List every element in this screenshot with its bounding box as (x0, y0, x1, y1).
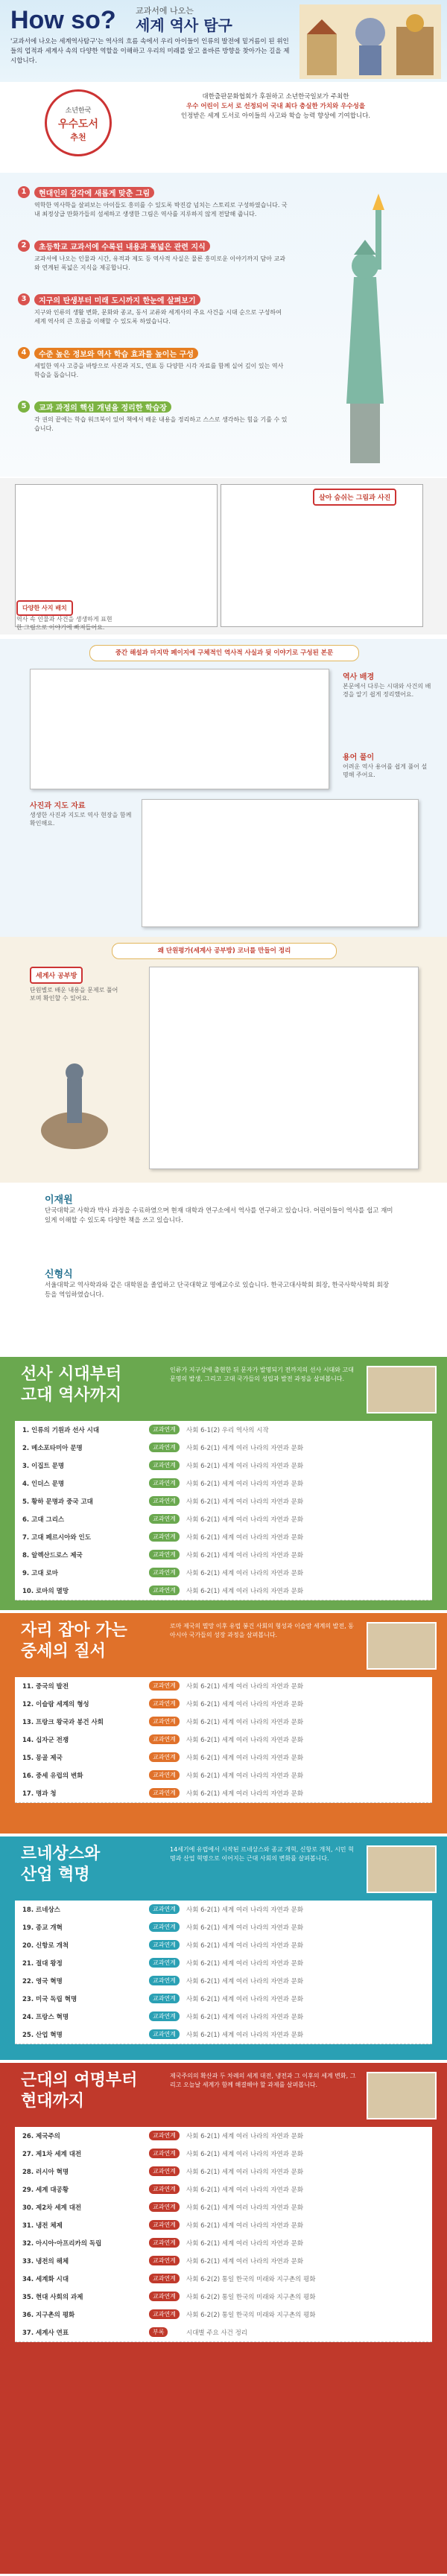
chapter-description: 로마 제국의 멸망 이후 유럽 봉건 사회의 형성과 이슬람 세계의 발전, 동아시아 국가들의 성장 과정을 살펴봅니다. (170, 1623, 354, 1638)
list-item: 17. 명과 청 교과연계 사회 6-2(1) 세계 여러 나라의 자연과 문화 (15, 1784, 432, 1803)
workbook-section (0, 937, 447, 1183)
chapter-photo (367, 1845, 437, 1893)
list-item: 35. 현대 사회의 과제 교과연계 사회 6-2(2) 통일 한국의 미래와 지구촌의 평화 (15, 2288, 432, 2306)
list-item: 7. 고대 페르시아와 인도 교과연계 사회 6-2(1) 세계 여러 나라의 자연과 문화 (15, 1528, 432, 1547)
callout-living-illustrations: 살아 숨쉬는 그림과 사진 (313, 489, 396, 506)
list-item: 26. 제국주의 교과연계 사회 6-2(1) 세계 여러 나라의 자연과 문화 (15, 2127, 432, 2146)
list-item: 6. 고대 그리스 교과연계 사회 6-2(1) 세계 여러 나라의 자연과 문화 (15, 1510, 432, 1529)
series-subtitle-small: 교과서에 나오는 (136, 6, 194, 16)
chapter-block-modern (0, 2063, 447, 2574)
list-item: 9. 고대 로마 교과연계 사회 6-2(1) 세계 여러 나라의 자연과 문화 (15, 1564, 432, 1583)
side-title-photos: 사진과 지도 자료 (30, 802, 86, 810)
list-item: 2. 메소포타미아 문명 교과연계 사회 6-2(1) 세계 여러 나라의 자연과 문화 (15, 1439, 432, 1457)
list-item: 29. 세계 대공황 교과연계 사회 6-2(1) 세계 여러 나라의 자연과 문화 (15, 2181, 432, 2199)
chapter-photo (367, 1366, 437, 1413)
list-item: 21. 절대 왕정 교과연계 사회 6-2(1) 세계 여러 나라의 자연과 문화 (15, 1954, 432, 1973)
author-name-1: 이재원 (45, 1195, 73, 1206)
list-item: 5. 황하 문명과 중국 고대 교과연계 사회 6-2(1) 세계 여러 나라의 자연과 문화 (15, 1492, 432, 1511)
list-item: 10. 로마의 멸망 교과연계 사회 6-2(1) 세계 여러 나라의 자연과 문화 (15, 1582, 432, 1600)
comic-sample-section (0, 478, 447, 635)
list-item: 22. 영국 혁명 교과연계 사회 6-2(1) 세계 여러 나라의 자연과 문화 (15, 1972, 432, 1991)
workbook-note: 단원별로 배운 내용을 문제로 풀어 보며 확인할 수 있어요. (30, 987, 118, 1002)
list-item: 33. 냉전의 해체 교과연계 사회 6-2(1) 세계 여러 나라의 자연과 문화 (15, 2252, 432, 2271)
statue-of-liberty-illustration (313, 180, 417, 463)
book-spread-sample-2 (142, 799, 419, 927)
list-item: 19. 종교 개혁 교과연계 사회 6-2(1) 세계 여러 나라의 자연과 문화 (15, 1918, 432, 1937)
chapter-title: 선사 시대부터 고대 역사까지 (21, 1365, 122, 1405)
author-name-2: 신형식 (45, 1269, 73, 1280)
list-item: 27. 제1차 세계 대전 교과연계 사회 6-2(1) 세계 여러 나라의 자연과 문화 (15, 2145, 432, 2163)
list-item: 31. 냉전 체제 교과연계 사회 6-2(1) 세계 여러 나라의 자연과 문화 (15, 2216, 432, 2235)
list-item: 14. 십자군 전쟁 교과연계 사회 6-2(1) 세계 여러 나라의 자연과 문화 (15, 1731, 432, 1749)
award-description: 대한출판문화협회가 후원하고 소년한국일보가 주최한 우수 어린이 도서 로 선정되어 국내 최다 충실한 가치와 우수성을 인정받은 세계 도서로 아이들의 사고와 학습 능력 향상에 기여합니다. (180, 93, 371, 120)
workbook-banner: 왜 단원평가(세계사 공부방) 코너를 만들어 정리 (112, 943, 337, 959)
chapter-photo (367, 2072, 437, 2119)
features-section: 1 현대인의 감각에 새롭게 맞춘 그림 역학한 역사학을 살펴보는 아이들도 흥미를 수 있도록 박진감 넘치는 스토리로 구성하였습니다. 국내 최정상급 만화가들의 섬세하고 생생한 그림은 역사를 지루하지 않게 전달해 줍니다. 2 초등학교 교과서에 수록된 내용과 폭넓은 관련 지식 교과서에 나오는 인물과 시간, 유적과 제도 등 역사적 사실은 물론 흥미로운 이야기까지 담아 교과와 연계된 폭넓은 지식을 제공합니다. 3 지구의 탄생부터 미래 도시까지 한눈에 살펴보기 지구와 인류의 생활 변화, 문화와 종교, 동서 교류와 세계사의 주요 사건을 시대 순으로 구성하여 세계 역사의 큰 흐름을 이해할 수 있도록 하였습니다. 4 수준 높은 정보와 역사 학습 효과를 높이는 구성 세밀한 역사 고증을 바탕으로 사진과 지도, 연표 등 다양한 시각 자료를 함께 실어 깊이 있는 역사 학습을 돕습니다. 5 교과 과정의 핵심 개념을 정리한 학습장 각 권의 끝에는 학습 워크북이 있어 책에서 배운 내용을 정리하고 스스로 생각하는 힘을 기를 수 있습니다. (0, 173, 447, 477)
award-section (0, 82, 447, 171)
list-item: 1. 인류의 기원과 선사 시대 교과연계 사회 6-1(2) 우리 역사의 시작 (15, 1421, 432, 1440)
list-item: 25. 산업 혁명 교과연계 사회 6-2(1) 세계 여러 나라의 자연과 문화 (15, 2026, 432, 2044)
author-section (0, 1184, 447, 1355)
list-item: 12. 이슬람 세계의 형성 교과연계 사회 6-2(1) 세계 여러 나라의 자연과 문화 (15, 1695, 432, 1714)
chapter-description: 인류가 지구상에 출현한 뒤 문자가 발명되기 전까지의 선사 시대와 고대 문명의 발생, 그리고 고대 국가들의 성립과 발전 과정을 살펴봅니다. (170, 1367, 354, 1382)
list-item: 13. 프랑크 왕국과 봉건 사회 교과연계 사회 6-2(1) 세계 여러 나라의 자연과 문화 (15, 1713, 432, 1731)
chapter-description: 14세기에 유럽에서 시작된 르네상스와 종교 개혁, 신항로 개척, 시민 혁명과 산업 혁명으로 이어지는 근대 사회의 변화를 살펴봅니다. (170, 1846, 354, 1862)
comic-note: 역사 속 인물과 사건을 생생하게 표현한 그림으로 이야기에 빠져들어요. (16, 616, 112, 631)
list-item: 23. 미국 독립 혁명 교과연계 사회 6-2(1) 세계 여러 나라의 자연과 문화 (15, 1990, 432, 2009)
chapter-title: 근대의 여명부터 현대까지 (21, 2071, 138, 2111)
author-bio-1: 단국대학교 사학과 박사 과정을 수료하였으며 현재 대학과 연구소에서 역사를 연구하고 있습니다. 어린이들이 역사를 쉽고 재미있게 이해할 수 있도록 다양한 책을 쓰고 있습니다. (45, 1207, 393, 1224)
list-item: 15. 몽골 제국 교과연계 사회 6-2(1) 세계 여러 나라의 자연과 문화 (15, 1749, 432, 1767)
list-item: 3. 이집트 문명 교과연계 사회 6-2(1) 세계 여러 나라의 자연과 문화 (15, 1457, 432, 1475)
explanation-section: 중간 해설과 마지막 페이지에 구체적인 역사적 사실과 뒷 이야기로 구성된 본문 역사 배경 본문에서 다루는 시대와 사건의 배경을 알기 쉽게 정리했어요. 용어 풀이 어려운 역사 용어를 쉽게 풀어 설명해 주어요. 사진과 지도 자료 생생한 사진과 지도로 역사 현장을 함께 확인해요. (0, 639, 447, 937)
list-item: 8. 알렉산드로스 제국 교과연계 사회 6-2(1) 세계 여러 나라의 자연과 문화 (15, 1546, 432, 1565)
callout-photo-layout: 다양한 사지 배치 (16, 600, 73, 616)
history-collage-illustration (299, 4, 441, 79)
series-logo: How so? (10, 6, 116, 34)
list-item: 11. 중국의 발전 교과연계 사회 6-2(1) 세계 여러 나라의 자연과 문화 (15, 1677, 432, 1696)
award-badge: 소년한국 우수도서 추천 (45, 89, 112, 156)
list-item: 34. 세계화 시대 교과연계 사회 6-2(2) 통일 한국의 미래와 지구촌의 평화 (15, 2270, 432, 2289)
chapter-block-ancient (0, 1357, 447, 1610)
knight-illustration (30, 1049, 119, 1160)
list-item: 30. 제2차 세계 대전 교과연계 사회 6-2(1) 세계 여러 나라의 자연과 문화 (15, 2198, 432, 2217)
explanation-banner: 중간 해설과 마지막 페이지에 구체적인 역사적 사실과 뒷 이야기로 구성된 본문 (89, 645, 359, 661)
list-item: 28. 러시아 혁명 교과연계 사회 6-2(1) 세계 여러 나라의 자연과 문화 (15, 2163, 432, 2181)
list-item: 36. 지구촌의 평화 교과연계 사회 6-2(2) 통일 한국의 미래와 지구촌의 평화 (15, 2306, 432, 2324)
side-title-background: 역사 배경 (343, 673, 375, 681)
chapter-title: 자리 잡아 가는 중세의 질서 (21, 1621, 127, 1661)
list-item: 32. 아시아·아프리카의 독립 교과연계 사회 6-2(1) 세계 여러 나라의 자연과 문화 (15, 2234, 432, 2253)
chapter-title: 르네상스와 산업 혁명 (21, 1845, 101, 1884)
chapter-block-medieval (0, 1613, 447, 1834)
chapter-photo (367, 1622, 437, 1670)
list-item: 20. 신항로 개척 교과연계 사회 6-2(1) 세계 여러 나라의 자연과 문화 (15, 1936, 432, 1955)
header (0, 0, 447, 82)
series-subtitle: 세계 역사 탐구 (136, 16, 232, 34)
book-spread-sample (30, 669, 329, 789)
chapter-description: 제국주의의 확산과 두 차례의 세계 대전, 냉전과 그 이후의 세계 변화, 그리고 오늘날 세계가 함께 해결해야 할 과제를 살펴봅니다. (170, 2073, 356, 2088)
list-item: 18. 르네상스 교과연계 사회 6-2(1) 세계 여러 나라의 자연과 문화 (15, 1901, 432, 1919)
list-item: 16. 중세 유럽의 변화 교과연계 사회 6-2(1) 세계 여러 나라의 자연과 문화 (15, 1766, 432, 1785)
callout-workbook: 세계사 공부방 (30, 967, 83, 984)
workbook-page-sample (149, 967, 419, 1169)
author-bio-2: 서울대학교 역사학과와 같은 대학원을 졸업하고 단국대학교 명예교수로 있습니다. 한국고대사학회 회장, 한국사학사학회 회장 등을 역임하였습니다. (45, 1282, 390, 1299)
list-item: 37. 세계사 연표 부록 시대별 주요 사건 정리 (15, 2324, 432, 2342)
chapter-block-renaissance (0, 1836, 447, 2060)
series-intro: '교과서에 나오는 세계역사탐구'는 역사의 흐름 속에서 우리 아이들이 인류의 발전에 밑거름이 된 위인들의 업적과 세계사 속의 다양한 역할을 이해하고 우리의 미래를 알고 올바른 방향을 찾아가는 길을 제시합니다. (10, 38, 290, 65)
side-title-glossary: 용어 풀이 (343, 754, 375, 762)
list-item: 4. 인더스 문명 교과연계 사회 6-2(1) 세계 여러 나라의 자연과 문화 (15, 1475, 432, 1493)
list-item: 24. 프랑스 혁명 교과연계 사회 6-2(1) 세계 여러 나라의 자연과 문화 (15, 2008, 432, 2026)
